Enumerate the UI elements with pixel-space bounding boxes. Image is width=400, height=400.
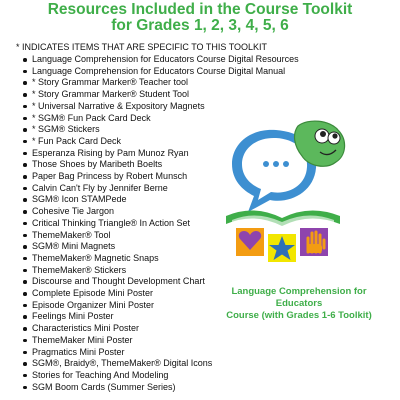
list-item: SGM®, Braidy®, ThemeMaker® Digital Icons — [22, 358, 322, 370]
toolkit-note: * INDICATES ITEMS THAT ARE SPECIFIC TO THIS TOOLKIT — [16, 42, 268, 52]
list-item: Characteristics Mini Poster — [22, 323, 322, 335]
title-line-2: for Grades 1, 2, 3, 4, 5, 6 — [111, 17, 289, 34]
list-item: * Universal Narrative & Expository Magnets — [22, 101, 322, 113]
list-item: Discourse and Thought Development Chart — [22, 276, 322, 288]
course-logo — [218, 120, 348, 272]
title-line-1: Resources Included in the Course Toolkit — [47, 1, 353, 18]
logo-caption-line-1: Language Comprehension for Educators — [231, 286, 367, 309]
list-item: Pragmatics Mini Poster — [22, 347, 322, 359]
list-item: ThemeMaker® Stickers — [22, 265, 322, 277]
list-item: Critical Thinking Triangle® In Action Set — [22, 218, 322, 230]
list-item: Esperanza Rising by Pam Munoz Ryan — [22, 148, 322, 160]
list-item: Complete Episode Mini Poster — [22, 288, 322, 300]
list-item: * SGM® Fun Pack Card Deck — [22, 113, 322, 125]
open-book-icon — [226, 210, 340, 230]
list-item: Language Comprehension for Educators Course Digital Resources — [22, 54, 322, 66]
logo-caption-line-2: Course (with Grades 1-6 Toolkit) — [226, 310, 372, 321]
list-item: Cohesive Tie Jargon — [22, 206, 322, 218]
hand-icon — [300, 228, 328, 256]
list-item: ThemeMaker Mini Poster — [22, 335, 322, 347]
star-icon — [268, 234, 296, 262]
list-item: ThemeMaker® Magnetic Snaps — [22, 253, 322, 265]
list-item: SGM® Mini Magnets — [22, 241, 322, 253]
list-item: Feelings Mini Poster — [22, 311, 322, 323]
list-item: * Fun Pack Card Deck — [22, 136, 322, 148]
list-item: Paper Bag Princess by Robert Munsch — [22, 171, 322, 183]
heart-icon — [236, 228, 264, 256]
page-title — [0, 2, 400, 34]
list-item: * Story Grammar Marker® Teacher tool — [22, 77, 322, 89]
list-item: Stories for Teaching And Modeling — [22, 370, 322, 382]
list-item: Calvin Can't Fly by Jennifer Berne — [22, 183, 322, 195]
list-item: ThemeMaker® Tool — [22, 230, 322, 242]
list-item: * SGM® Stickers — [22, 124, 322, 136]
list-item: SGM® Icon STAMPede — [22, 194, 322, 206]
logo-caption — [208, 286, 390, 322]
list-item: SGM Boom Cards (Summer Series) — [22, 382, 322, 394]
list-item: * Story Grammar Marker® Student Tool — [22, 89, 322, 101]
list-item: Those Shoes by Maribeth Boelts — [22, 159, 322, 171]
list-item: Episode Organizer Mini Poster — [22, 300, 322, 312]
list-item: Language Comprehension for Educators Course Digital Manual — [22, 66, 322, 78]
